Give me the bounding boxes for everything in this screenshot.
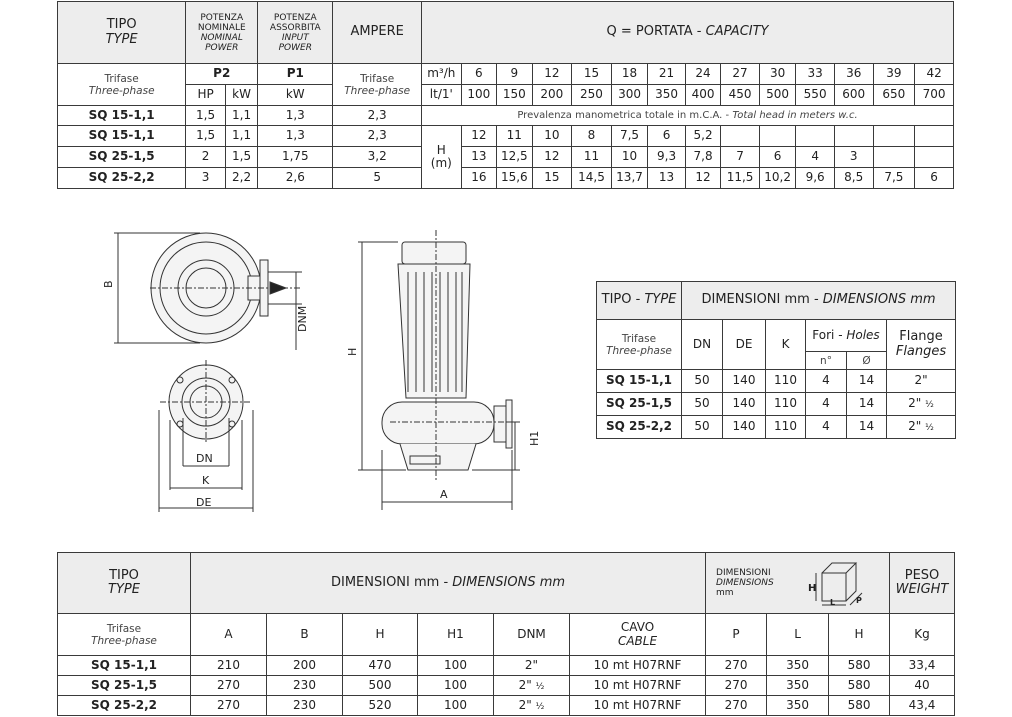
model-name: SQ 15-1,1 [58, 106, 186, 126]
col-a-header: A [191, 614, 267, 656]
model-name: SQ 15-1,1 [597, 370, 682, 393]
kw-value: 1,1 [225, 106, 257, 126]
m3h-value: 33 [796, 64, 835, 85]
hp-value: 2 [186, 147, 226, 168]
model-name: SQ 15-1,1 [58, 656, 191, 676]
head-value: 14,5 [572, 168, 612, 189]
hp-value: 1,5 [186, 126, 226, 147]
model-name: SQ 25-1,5 [58, 676, 191, 696]
m3h-value: 42 [915, 64, 954, 85]
flange-trifase-label: Trifase Three-phase [597, 320, 682, 370]
cable-value: 10 mt H07RNF [570, 696, 706, 716]
lt-value: 300 [611, 85, 648, 106]
package-box-icon [806, 559, 876, 609]
pump-dimensions-table [57, 552, 955, 716]
dnm-value: 2" ½ [494, 696, 570, 716]
head-value: 6 [648, 126, 686, 147]
input-power-header: POTENZA ASSORBITA INPUT POWER [258, 2, 333, 64]
p-value: 270 [706, 656, 767, 676]
kg-value: 43,4 [890, 696, 955, 716]
lt-value: 200 [532, 85, 572, 106]
ampere-value: 2,3 [333, 106, 422, 126]
b-value: 230 [267, 676, 343, 696]
head-value: 10 [611, 147, 648, 168]
head-value [721, 126, 760, 147]
kg-header: Kg [890, 614, 955, 656]
flange-view [159, 360, 253, 512]
de-value: 140 [723, 370, 766, 393]
hp-header: HP [186, 85, 226, 106]
kw-value: 1,1 [225, 126, 257, 147]
holes-diameter-value: 14 [847, 370, 887, 393]
head-value: 8,5 [834, 168, 873, 189]
head-value: 12 [461, 126, 496, 147]
flange-dimensions-table [596, 281, 956, 439]
head-value [915, 147, 954, 168]
lt-value: 450 [721, 85, 760, 106]
l-value: 350 [767, 696, 829, 716]
label-b: B [102, 280, 115, 288]
head-value: 7,5 [873, 168, 915, 189]
ph-value: 580 [829, 656, 890, 676]
head-value: 11 [497, 126, 532, 147]
head-value: 3 [834, 147, 873, 168]
flange-value: 2" ½ [887, 416, 956, 439]
dn-value: 50 [682, 393, 723, 416]
head-value: 11,5 [721, 168, 760, 189]
m3h-value: 36 [834, 64, 873, 85]
head-value: 10 [532, 126, 572, 147]
col-h-header: H [343, 614, 418, 656]
a-value: 270 [191, 696, 267, 716]
capacity-header: Q = PORTATA - CAPACITY [421, 2, 953, 64]
flange-dims-header: DIMENSIONI mm - DIMENSIONS mm [682, 282, 956, 320]
head-value [759, 126, 796, 147]
col-dnm-header: DNM [494, 614, 570, 656]
dims-header: DIMENSIONI mm - DIMENSIONS mm [191, 553, 706, 614]
pump-top-view [150, 233, 300, 343]
cable-value: 10 mt H07RNF [570, 656, 706, 676]
head-value: 7 [721, 147, 760, 168]
head-value: 7,5 [611, 126, 648, 147]
a-value: 270 [191, 676, 267, 696]
p1-header: P1 [258, 64, 333, 85]
performance-table [57, 1, 954, 126]
head-value: 12 [685, 168, 720, 189]
head-value: 8 [572, 126, 612, 147]
k-header: K [766, 320, 806, 370]
head-value: 16 [461, 168, 496, 189]
holes-count-value: 4 [806, 393, 847, 416]
h-value: 470 [343, 656, 418, 676]
head-value: 9,3 [648, 147, 686, 168]
l-value: 350 [767, 676, 829, 696]
model-name: SQ 25-2,2 [58, 696, 191, 716]
p-value: 270 [706, 696, 767, 716]
kw-value: 2,2 [225, 168, 257, 189]
unit-m3h: m³/h [421, 64, 461, 85]
kg-value: 33,4 [890, 656, 955, 676]
label-dn: DN [196, 452, 213, 465]
model-name: SQ 25-2,2 [597, 416, 682, 439]
box-label-p: P [856, 596, 862, 605]
model-name: SQ 25-1,5 [597, 393, 682, 416]
head-value: 6 [759, 147, 796, 168]
holes-count-value: 4 [806, 416, 847, 439]
head-value: 7,8 [685, 147, 720, 168]
head-value: 12,5 [497, 147, 532, 168]
dnm-value: 2" [494, 656, 570, 676]
de-value: 140 [723, 393, 766, 416]
b-value: 200 [267, 656, 343, 676]
de-header: DE [723, 320, 766, 370]
h-value: 500 [343, 676, 418, 696]
p1-value: 2,6 [258, 168, 333, 189]
m3h-value: 39 [873, 64, 915, 85]
head-value: 10,2 [759, 168, 796, 189]
m3h-value: 30 [759, 64, 796, 85]
a-value: 210 [191, 656, 267, 676]
head-value: 13 [461, 147, 496, 168]
box-label-l: L [830, 598, 836, 607]
lt-value: 700 [915, 85, 954, 106]
head-value [915, 126, 954, 147]
holes-count-value: 4 [806, 370, 847, 393]
label-h: H [346, 347, 359, 356]
head-value: 4 [796, 147, 835, 168]
m3h-value: 18 [611, 64, 648, 85]
head-value: 11 [572, 147, 612, 168]
h1-value: 100 [418, 676, 494, 696]
lt-value: 100 [461, 85, 496, 106]
holes-diameter-value: 14 [847, 416, 887, 439]
package-dims-header: DIMENSIONI DIMENSIONS mm H L P [706, 553, 890, 614]
prevalenza-label: Prevalenza manometrica totale in m.C.A. - Total head in meters w.c. [421, 106, 953, 126]
dims-tipo-header: TIPO TYPE [58, 553, 191, 614]
flanges-header: Flange Flanges [887, 320, 956, 370]
kg-value: 40 [890, 676, 955, 696]
col-b-header: B [267, 614, 343, 656]
h1-value: 100 [418, 696, 494, 716]
h-value: 520 [343, 696, 418, 716]
label-de: DE [196, 496, 212, 509]
label-a: A [440, 488, 448, 501]
kw-header: kW [225, 85, 257, 106]
p2-header: P2 [186, 64, 258, 85]
m3h-value: 15 [572, 64, 612, 85]
p1-value: 1,3 [258, 106, 333, 126]
b-value: 230 [267, 696, 343, 716]
ampere-value: 2,3 [333, 126, 422, 147]
col-l-header: L [767, 614, 829, 656]
l-value: 350 [767, 656, 829, 676]
col-p-header: P [706, 614, 767, 656]
col-h1-header: H1 [418, 614, 494, 656]
head-value: 9,6 [796, 168, 835, 189]
de-value: 140 [723, 416, 766, 439]
hp-value: 1,5 [186, 106, 226, 126]
head-value: 13,7 [611, 168, 648, 189]
m3h-value: 6 [461, 64, 496, 85]
m3h-value: 12 [532, 64, 572, 85]
flange-tipo-header: TIPO - TYPE [597, 282, 682, 320]
dn-value: 50 [682, 416, 723, 439]
ph-value: 580 [829, 676, 890, 696]
cable-header: CAVO CABLE [570, 614, 706, 656]
dnm-value: 2" ½ [494, 676, 570, 696]
unit-lt: lt/1' [421, 85, 461, 106]
pump-side-view [382, 230, 518, 482]
head-value: 15 [532, 168, 572, 189]
head-value: 13 [648, 168, 686, 189]
kw-value: 1,5 [225, 147, 257, 168]
model-name: SQ 25-1,5 [58, 147, 186, 168]
lt-value: 500 [759, 85, 796, 106]
ampere-value: 5 [333, 168, 422, 189]
label-k: K [202, 474, 210, 487]
label-h1: H1 [528, 430, 541, 446]
trifase-label: Trifase Three-phase [58, 64, 186, 106]
ampere-header: AMPERE [333, 2, 422, 64]
m3h-value: 9 [497, 64, 532, 85]
lt-value: 400 [685, 85, 720, 106]
flange-value: 2" [887, 370, 956, 393]
ph-value: 580 [829, 696, 890, 716]
hp-value: 3 [186, 168, 226, 189]
lt-value: 150 [497, 85, 532, 106]
tipo-header: TIPO TYPE [58, 2, 186, 64]
head-value: 15,6 [497, 168, 532, 189]
lt-value: 600 [834, 85, 873, 106]
model-name: SQ 15-1,1 [58, 126, 186, 147]
kw-header: kW [258, 85, 333, 106]
head-value: 6 [915, 168, 954, 189]
model-name: SQ 25-2,2 [58, 168, 186, 189]
p-value: 270 [706, 676, 767, 696]
col-ph-header: H [829, 614, 890, 656]
lt-value: 550 [796, 85, 835, 106]
dn-header: DN [682, 320, 723, 370]
head-value: 5,2 [685, 126, 720, 147]
nominal-power-header: POTENZA NOMINALE NOMINAL POWER [186, 2, 258, 64]
head-value: 12 [532, 147, 572, 168]
performance-table-body [57, 125, 954, 189]
box-label-h: H [808, 583, 817, 594]
head-label: H (m) [422, 126, 462, 189]
holes-diameter-header: Ø [847, 352, 887, 370]
h1-value: 100 [418, 656, 494, 676]
dims-trifase-label: Trifase Three-phase [58, 614, 191, 656]
cable-value: 10 mt H07RNF [570, 676, 706, 696]
dn-value: 50 [682, 370, 723, 393]
pump-technical-drawing [90, 220, 541, 520]
m3h-value: 27 [721, 64, 760, 85]
label-dnm: DNM [296, 305, 309, 332]
p1-value: 1,3 [258, 126, 333, 147]
k-value: 110 [766, 393, 806, 416]
head-value [796, 126, 835, 147]
m3h-value: 21 [648, 64, 686, 85]
head-value [834, 126, 873, 147]
lt-value: 350 [648, 85, 686, 106]
p1-value: 1,75 [258, 147, 333, 168]
m3h-value: 24 [685, 64, 720, 85]
k-value: 110 [766, 370, 806, 393]
holes-count-header: n° [806, 352, 847, 370]
ampere-value: 3,2 [333, 147, 422, 168]
lt-value: 650 [873, 85, 915, 106]
head-value [873, 147, 915, 168]
head-value [873, 126, 915, 147]
flange-value: 2" ½ [887, 393, 956, 416]
lt-value: 250 [572, 85, 612, 106]
holes-header: Fori - Holes [806, 320, 887, 352]
weight-header: PESO WEIGHT [890, 553, 955, 614]
ampere-trifase-label: Trifase Three-phase [333, 64, 422, 106]
k-value: 110 [766, 416, 806, 439]
holes-diameter-value: 14 [847, 393, 887, 416]
